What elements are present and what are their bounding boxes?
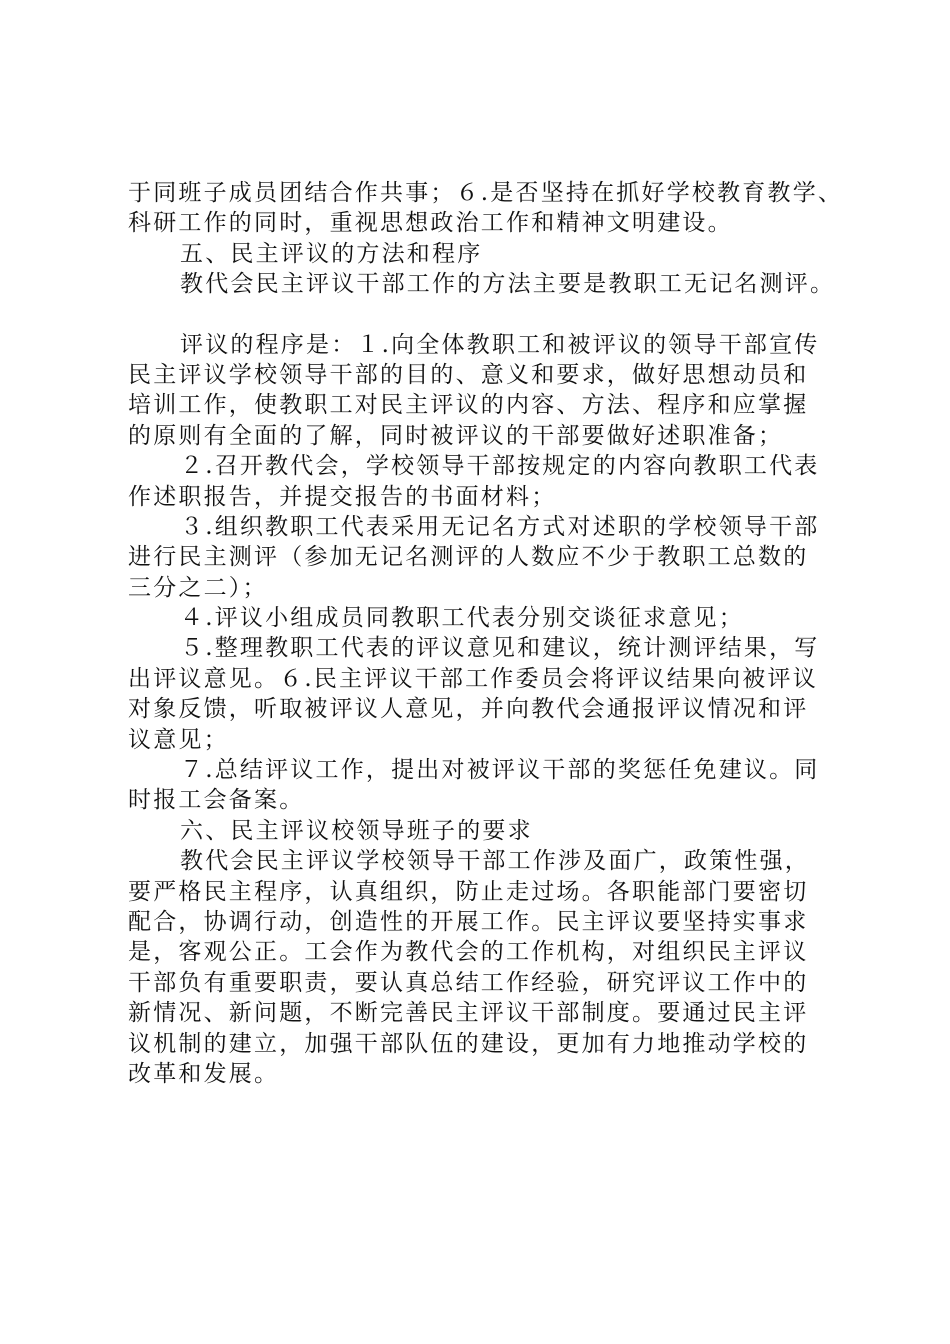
text-line: ４.评议小组成员同教职工代表分别交谈征求意见； bbox=[180, 605, 744, 632]
text-line: 对象反馈，听取被评议人意见，并向教代会通报评议情况和评 bbox=[128, 696, 809, 723]
text-line: 民主评议学校领导干部的目的、意义和要求，做好思想动员和 bbox=[128, 361, 809, 388]
text-line: 科研工作的同时，重视思想政治工作和精神文明建设。 bbox=[128, 210, 733, 237]
text-line: 的原则有全面的了解，同时被评议的干部要做好述职准备； bbox=[128, 422, 784, 449]
text-line: 培训工作，使教职工对民主评议的内容、方法、程序和应掌握 bbox=[128, 392, 809, 419]
text-line: 干部负有重要职责，要认真总结工作经验，研究评议工作中的 bbox=[128, 969, 809, 996]
text-line: ５.整理教职工代表的评议意见和建议，统计测评结果，写 bbox=[180, 635, 820, 662]
text-line: 配合，协调行动，创造性的开展工作。民主评议要坚持实事求 bbox=[128, 908, 809, 935]
text-line: 是，客观公正。工会作为教代会的工作机构，对组织民主评议 bbox=[128, 939, 809, 966]
section-heading: 五、民主评议的方法和程序 bbox=[180, 240, 483, 267]
text-line: ２.召开教代会，学校领导干部按规定的内容向教职工代表 bbox=[180, 453, 820, 480]
document-body bbox=[128, 178, 848, 1089]
text-line: 教代会民主评议学校领导干部工作涉及面广，政策性强， bbox=[180, 848, 810, 875]
text-line: 三分之二）； bbox=[128, 574, 268, 601]
text-line: ３.组织教职工代表采用无记名方式对述职的学校领导干部 bbox=[180, 513, 820, 540]
text-line: 进行民主测评（参加无记名测评的人数应不少于教职工总数的 bbox=[128, 544, 809, 571]
text-line: 新情况、新问题，不断完善民主评议干部制度。要通过民主评 bbox=[128, 1000, 809, 1027]
paragraph-gap bbox=[128, 300, 848, 330]
text-line: 出评议意见。６.民主评议干部工作委员会将评议结果向被评议 bbox=[128, 665, 818, 692]
text-line: 作述职报告，并提交报告的书面材料； bbox=[128, 483, 557, 510]
text-line: 时报工会备案。 bbox=[128, 787, 305, 814]
text-line: 评议的程序是：１.向全体教职工和被评议的领导干部宣传 bbox=[180, 331, 820, 358]
text-line: 教代会民主评议干部工作的方法主要是教职工无记名测评。 bbox=[180, 271, 836, 298]
text-line: 议意见； bbox=[128, 726, 229, 753]
text-line: ７.总结评议工作，提出对被评议干部的奖惩任免建议。同 bbox=[180, 757, 820, 784]
section-heading: 六、民主评议校领导班子的要求 bbox=[180, 817, 533, 844]
text-line: 改革和发展。 bbox=[128, 1060, 280, 1087]
text-line: 要严格民主程序，认真组织，防止走过场。各职能部门要密切 bbox=[128, 878, 809, 905]
text-line: 于同班子成员团结合作共事；６.是否坚持在抓好学校教育教学、 bbox=[128, 180, 844, 206]
text-line: 议机制的建立，加强干部队伍的建设，更加有力地推动学校的 bbox=[128, 1030, 809, 1057]
